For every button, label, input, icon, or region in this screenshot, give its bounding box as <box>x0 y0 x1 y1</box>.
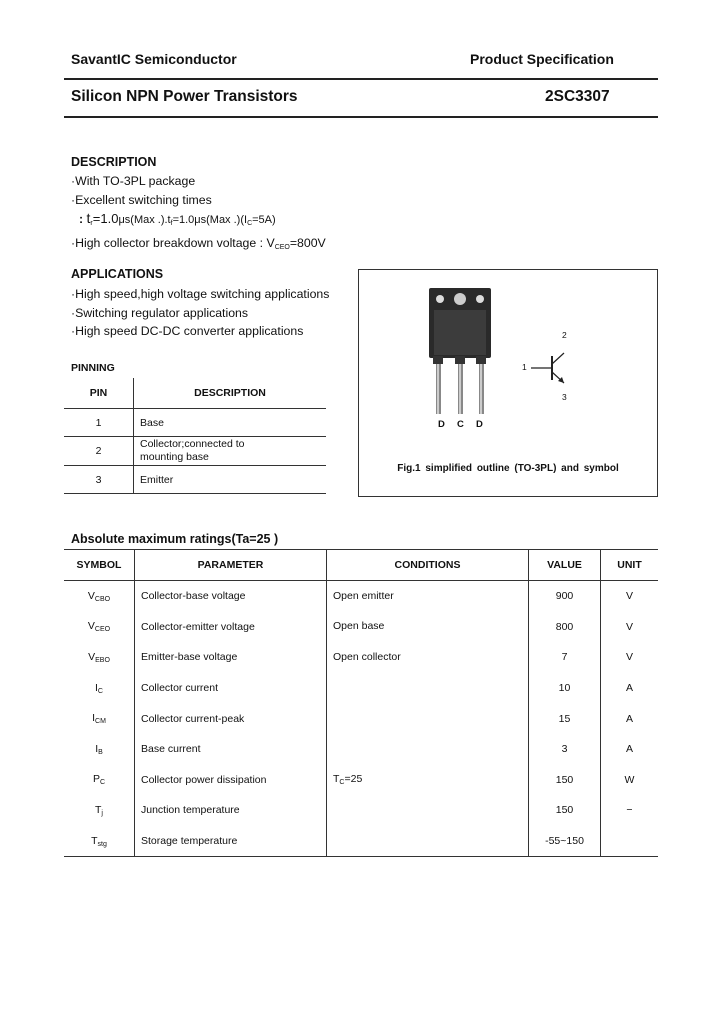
table-row <box>64 466 326 494</box>
application-item: ·Switching regulator applications <box>71 305 249 320</box>
applications-list <box>71 285 329 341</box>
conditions-cell <box>327 734 529 765</box>
unit-cell: V <box>625 590 633 603</box>
unit-cell: V <box>625 620 633 633</box>
unit-cell: A <box>625 712 633 725</box>
conditions-cell: Open base <box>327 612 529 643</box>
pinning-table <box>64 378 326 494</box>
value-cell: 800 <box>529 612 601 643</box>
table-row <box>64 581 658 612</box>
pin-description: Emitter <box>134 466 327 494</box>
column-header: VALUE <box>529 550 601 581</box>
mounting-hole <box>476 295 484 303</box>
symbol-label: 3 <box>562 392 567 402</box>
table-row <box>64 409 326 437</box>
parameter-cell: Storage temperature <box>135 826 327 857</box>
unit-cell: W <box>624 773 635 786</box>
doc-type: Product Specification <box>470 51 614 67</box>
symbol-cell: $P_C$ <box>64 765 135 796</box>
symbol-cell: $I_C$ <box>64 673 135 704</box>
symbol-label: 2 <box>562 330 567 340</box>
conditions-cell: Open collector <box>327 642 529 673</box>
parameter-cell: Junction temperature <box>135 795 327 826</box>
value-cell: 900 <box>529 581 601 612</box>
unit-cell: A <box>625 743 633 756</box>
description-heading: DESCRIPTION <box>71 155 157 169</box>
figure-box <box>358 269 658 497</box>
unit-cell: − <box>626 804 633 817</box>
lead-label: C <box>457 419 464 430</box>
lead-label: D <box>438 419 445 430</box>
table-row <box>64 437 326 466</box>
symbol-cell: $T_{stg}$ <box>64 826 135 857</box>
description-column-header: DESCRIPTION <box>134 378 327 409</box>
value-cell: 15 <box>529 703 601 734</box>
symbol-cell: $V_{CBO}$ <box>64 581 135 612</box>
value-cell: 150 <box>529 795 601 826</box>
unit-cell: V <box>625 651 633 664</box>
ratings-table <box>64 549 658 857</box>
application-item: ·High speed DC-DC converter applications <box>71 324 304 339</box>
mounting-hole <box>436 295 444 303</box>
value-cell: -55~150 <box>529 826 601 857</box>
table-row <box>64 795 658 826</box>
pin-description: Base <box>134 409 327 437</box>
value-cell: 10 <box>529 673 601 704</box>
value-cell: 3 <box>529 734 601 765</box>
column-header: PARAMETER <box>135 550 327 581</box>
column-header: CONDITIONS <box>327 550 529 581</box>
symbol-cell: $I_{CM}$ <box>64 703 135 734</box>
parameter-cell: Collector power dissipation <box>135 765 327 796</box>
conditions-cell: $T_C=25$ <box>327 765 529 796</box>
symbol-cell: $I_B$ <box>64 734 135 765</box>
symbol-cell: $V_{CEO}$ <box>64 612 135 643</box>
conditions-cell <box>327 826 529 857</box>
unit-cell: A <box>625 682 633 695</box>
table-row <box>64 703 658 734</box>
conditions-cell: Open emitter <box>327 581 529 612</box>
description-list <box>71 172 326 258</box>
parameter-cell: Collector current <box>135 673 327 704</box>
table-row <box>64 612 658 643</box>
table-row <box>64 673 658 704</box>
pin-number: 3 <box>64 466 134 494</box>
title-rule <box>64 116 658 118</box>
conditions-cell <box>327 703 529 734</box>
part-number: 2SC3307 <box>545 88 610 105</box>
conditions-cell <box>327 795 529 826</box>
parameter-cell: Collector current-peak <box>135 703 327 734</box>
ratings-heading: Absolute maximum ratings(Ta=25 ) <box>71 532 279 546</box>
description-item: ·Excellent switching times <box>71 192 212 207</box>
value-cell: 7 <box>529 642 601 673</box>
parameter-cell: Collector-base voltage <box>135 581 327 612</box>
symbol-cell: $V_{EBO}$ <box>64 642 135 673</box>
figure-caption: Fig.1 simplified outline (TO-3PL) and symbol <box>397 463 619 474</box>
description-item: ·With TO-3PL package <box>71 174 196 188</box>
pin-number: 2 <box>64 437 134 466</box>
switching-times-line: : $t_r=1.0\mu s(Max$ $.).t_f=1.0\mu s(Max$ $.)(I_C=5A)$ <box>79 210 276 228</box>
symbol-label: 1 <box>522 362 527 372</box>
company-name: SavantIC Semiconductor <box>71 51 237 67</box>
column-header: UNIT <box>617 559 642 571</box>
pinning-heading: PINNING <box>71 362 115 374</box>
parameter-cell: Collector-emitter voltage <box>135 612 327 643</box>
pin-number: 1 <box>64 409 134 437</box>
applications-heading: APPLICATIONS <box>71 267 164 281</box>
lead-label: D <box>476 419 483 430</box>
table-row <box>64 734 658 765</box>
value-cell: 150 <box>529 765 601 796</box>
unit-cell <box>601 826 659 857</box>
application-item: ·High speed,high voltage switching applications <box>71 287 330 301</box>
column-header: SYMBOL <box>64 550 135 581</box>
conditions-cell <box>327 673 529 704</box>
header-rule <box>64 78 658 80</box>
symbol-cell: $T_j$ <box>64 795 135 826</box>
parameter-cell: Emitter-base voltage <box>135 642 327 673</box>
table-row <box>64 826 658 857</box>
mounting-hole <box>454 293 466 305</box>
breakdown-voltage-line: ·High collector breakdown voltage : $V_{CEO}=800V$ <box>71 236 326 252</box>
pin-description: Collector;connected to mounting base <box>134 437 327 466</box>
table-row <box>64 765 658 796</box>
pin-column-header: PIN <box>64 378 134 409</box>
table-row <box>64 642 658 673</box>
product-family: Silicon NPN Power Transistors <box>71 88 298 105</box>
parameter-cell: Base current <box>135 734 327 765</box>
